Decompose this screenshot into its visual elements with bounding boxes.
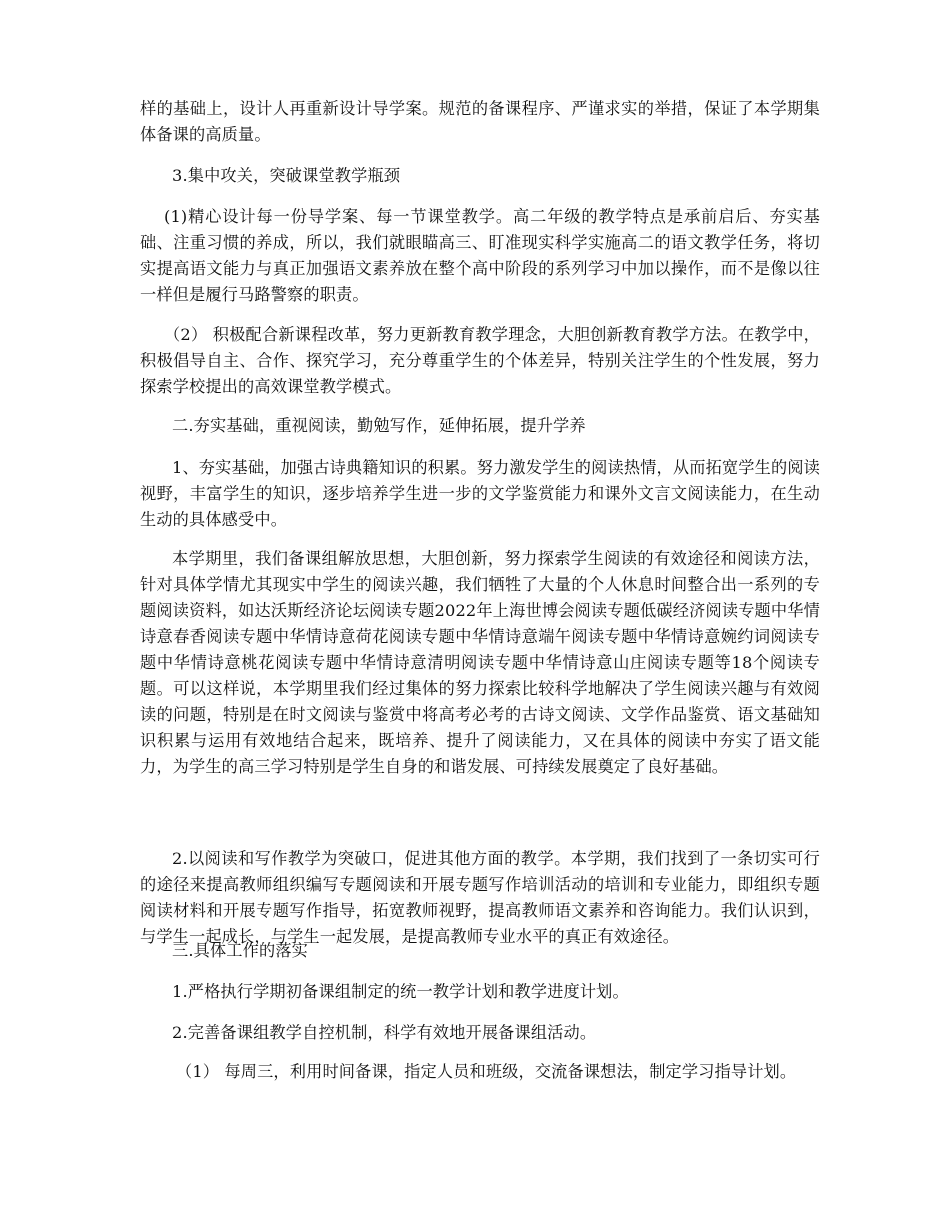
paragraph-consolidate-foundation: 1、夯实基础，加强古诗典籍知识的积累。努力激发学生的阅读热情，从而拓宽学生的阅读视野，丰富学生的知识，逐步培养学生进一步的文学鉴赏能力和课外文言文阅读能力，在生动生动的具体感受中。 xyxy=(140,458,820,529)
section-heading-3: 三.具体工作的落实 xyxy=(172,941,308,960)
list-item-1: 1.严格执行学期初备课组制定的统一教学计划和教学进度计划。 xyxy=(172,982,629,1001)
paragraph-item-2: （2） 积极配合新课程改革，努力更新教育教学理念，大胆创新教育教学方法。在教学中，积极倡导自主、合作、探究学习，充分尊重学生的个体差异，特别关注学生的个性发展，努力探索学校提出的高效课堂教学模式。 xyxy=(140,325,820,396)
section-heading-2: 二.夯实基础，重视阅读，勤勉写作，延伸拓展，提升学养 xyxy=(172,416,586,435)
heading-3-focus-breakthrough: 3.集中攻关，突破课堂教学瓶颈 xyxy=(172,166,401,185)
paragraph-reading-writing: 2.以阅读和写作教学为突破口，促进其他方面的教学。本学期，我们找到了一条切实可行的途径来提高教师组织编写专题阅读和开展专题写作培训活动的培训和专业能力，即组织专题阅读材料和开展专题写作指导，拓宽教师视野，提高教师语文素养和咨询能力。我们认识到，与学生一起成长，与学生一起发展，是提高教师专业水平的真正有效途径。 xyxy=(140,849,820,946)
list-subitem-1: （1） 每周三，利用时间备课，指定人员和班级，交流备课想法，制定学习指导计划。 xyxy=(176,1062,797,1081)
paragraph-item-1: (1)精心设计每一份导学案、每一节课堂教学。高二年级的教学特点是承前启后、夯实基础、注重习惯的养成，所以，我们就眼瞄高三、盯准现实科学实施高二的语文教学任务，将切实提高语文能力与真正加强语文素养放在整个高中阶段的系列学习中加以操作，而不是像以往一样但是履行马路警察的职责。 xyxy=(140,207,820,304)
paragraph-reading-topics: 本学期里，我们备课组解放思想，大胆创新，努力探索学生阅读的有效途径和阅读方法，针对具体学情尤其现实中学生的阅读兴趣，我们牺牲了大量的个人休息时间整合出一系列的专题阅读资料，如达沃斯经济论坛阅读专题2022年上海世博会阅读专题低碳经济阅读专题中华情诗意春香阅读专题中华情诗意荷花阅读专题中华情诗意端午阅读专题中华情诗意婉约词阅读专题中华情诗意桃花阅读专题中华情诗意清明阅读专题中华情诗意山庄阅读专题等18个阅读专题。可以这样说，本学期里我们经过集体的努力探索比较科学地解决了学生阅读兴趣与有效阅读的问题，特别是在时文阅读与鉴赏中将高考必考的古诗文阅读、文学作品鉴赏、语文基础知识积累与运用有效地结合起来，既培养、提升了阅读能力，又在具体的阅读中夯实了语文能力，为学生的高三学习特别是学生自身的和谐发展、可持续发展奠定了良好基础。 xyxy=(140,549,820,776)
paragraph-continuation: 样的基础上，设计人再重新设计导学案。规范的备课程序、严谨求实的举措，保证了本学期集体备课的高质量。 xyxy=(140,99,820,144)
list-item-2: 2.完善备课组教学自控机制，科学有效地开展备课组活动。 xyxy=(172,1023,597,1042)
